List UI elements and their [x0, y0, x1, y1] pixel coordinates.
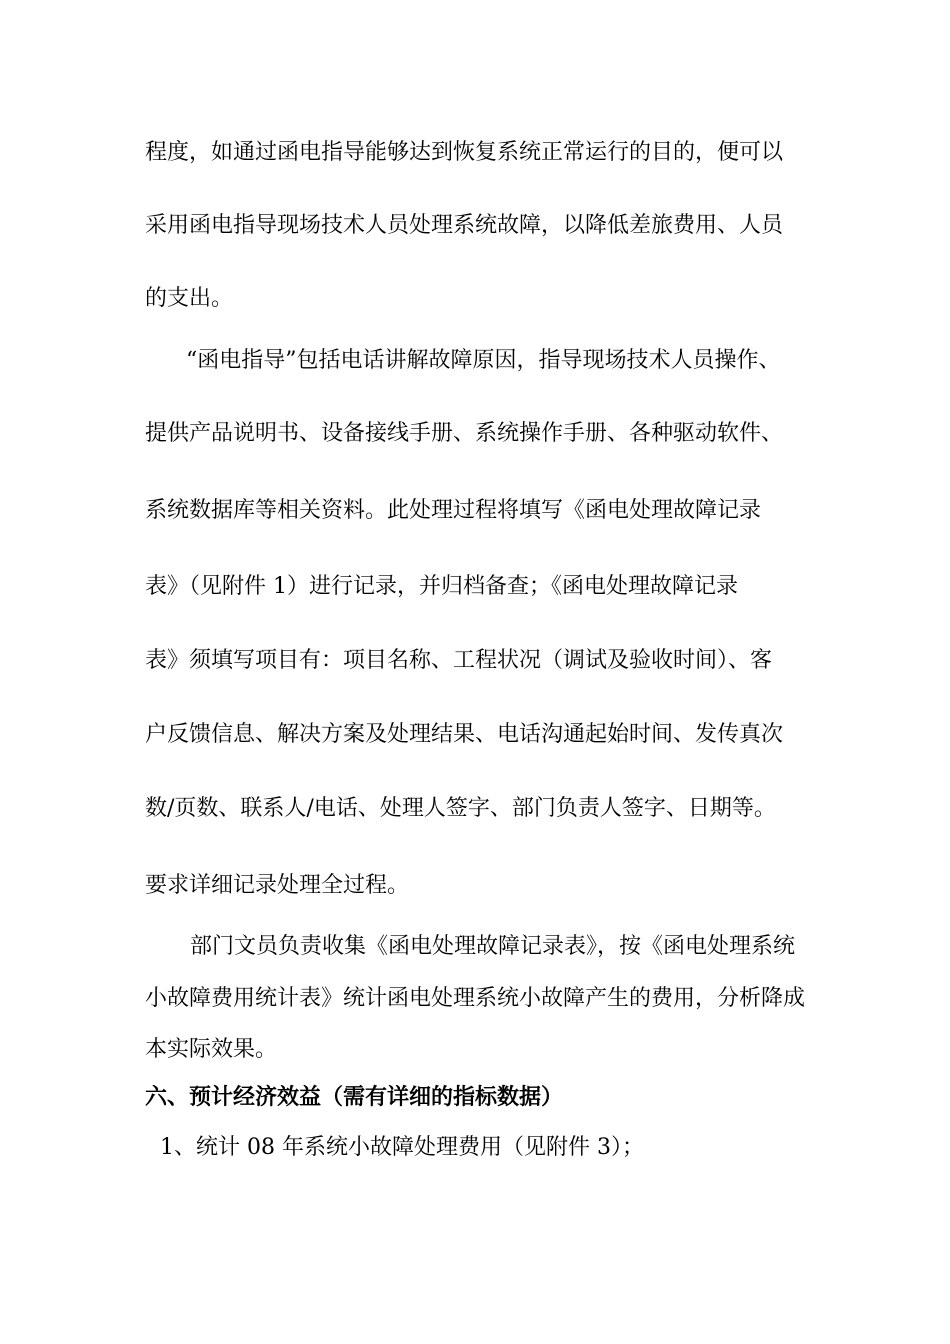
- paragraph-line-13: 小故障费用统计表》统计函电处理系统小故障产生的费用，分析降成: [145, 986, 806, 1011]
- list-item-1: 1、统计 08 年系统小故障处理费用（见附件 3）；: [160, 1135, 644, 1160]
- paragraph-line-11: 要求详细记录处理全过程。: [145, 873, 410, 898]
- paragraph-line-8: 表》须填写项目有：项目名称、工程状况（调试及验收时间）、客: [145, 648, 773, 673]
- paragraph-line-2: 采用函电指导现场技术人员处理系统故障，以降低差旅费用、人员: [145, 213, 784, 238]
- paragraph-line-10: 数/页数、联系人/电话、处理人签字、部门负责人签字、日期等。: [145, 796, 776, 821]
- paragraph-line-12: 部门文员负责收集《函电处理故障记录表》，按《函电处理系统: [190, 934, 796, 959]
- paragraph-line-3: 的支出。: [145, 286, 234, 311]
- paragraph-line-9: 户反馈信息、解决方案及处理结果、电话沟通起始时间、发传真次: [145, 722, 784, 747]
- paragraph-line-7: 表》（见附件 1）进行记录，并归档备查；《函电处理故障记录: [145, 574, 738, 599]
- paragraph-line-14: 本实际效果。: [145, 1037, 278, 1062]
- paragraph-line-5: 提供产品说明书、设备接线手册、系统操作手册、各种驱动软件、: [145, 421, 784, 446]
- section-heading: 六、预计经济效益（需有详细的指标数据）: [145, 1084, 564, 1110]
- paragraph-line-6: 系统数据库等相关资料。此处理过程将填写《函电处理故障记录: [145, 498, 762, 523]
- paragraph-line-1: 程度，如通过函电指导能够达到恢复系统正常运行的目的，便可以: [145, 140, 784, 165]
- paragraph-line-4: “函电指导”包括电话讲解故障原因，指导现场技术人员操作、: [186, 348, 781, 373]
